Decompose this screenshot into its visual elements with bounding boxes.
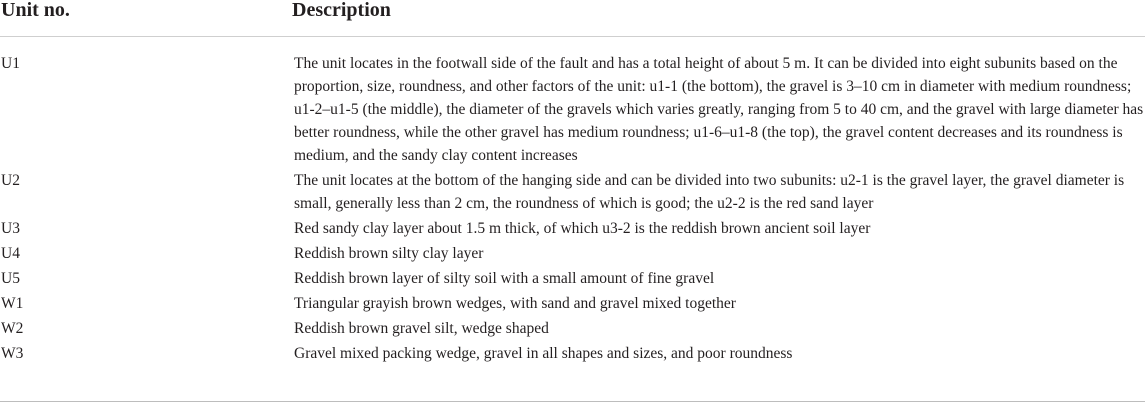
table-row xyxy=(0,317,1145,340)
table-row xyxy=(0,52,1145,167)
unit-cell: U3 xyxy=(1,220,20,237)
table-row xyxy=(0,242,1145,265)
table-header xyxy=(0,0,1145,37)
unit-cell: U1 xyxy=(1,55,20,72)
table-row xyxy=(0,217,1145,240)
description-cell: Gravel mixed packing wedge, gravel in all shapes and sizes, and poor roundness xyxy=(294,345,793,362)
description-cell: Reddish brown gravel silt, wedge shaped xyxy=(294,320,549,337)
table-row xyxy=(0,292,1145,315)
column-header-unit: Unit no. xyxy=(1,0,70,21)
table-row xyxy=(0,267,1145,290)
unit-cell: U2 xyxy=(1,172,20,189)
unit-cell: W1 xyxy=(1,295,24,312)
unit-cell: W3 xyxy=(1,345,24,362)
description-cell: Reddish brown silty clay layer xyxy=(294,245,484,262)
unit-cell: U4 xyxy=(1,245,20,262)
table-body xyxy=(0,52,1145,367)
description-cell: Reddish brown layer of silty soil with a small amount of fine gravel xyxy=(294,270,715,287)
table-bottom-rule xyxy=(0,401,1145,402)
table-row xyxy=(0,342,1145,365)
description-cell: Triangular grayish brown wedges, with sand and gravel mixed together xyxy=(294,295,736,312)
unit-cell: W2 xyxy=(1,320,24,337)
column-header-description: Description xyxy=(292,0,391,21)
unit-cell: U5 xyxy=(1,270,20,287)
description-cell: Red sandy clay layer about 1.5 m thick, of which u3-2 is the reddish brown ancient soil layer xyxy=(294,220,871,237)
description-cell: The unit locates in the footwall side of the fault and has a total height of about 5 m. It can be divided into eight subunits based on the proportion, size, roundness, and other factors of the unit: u1-1 (the bottom), the gravel is 3–10 cm in diameter with medium roundness; u1-2–u1-5 (the middle), the diameter of the gravels which varies greatly, ranging from 5 to 40 cm, and the gravel with large diameter has better roundness, while the other gravel has medium roundness; u1-6–u1-8 (the top), the gravel content decreases and its roundness is medium, and the sandy clay content increases xyxy=(294,55,1144,164)
table-row xyxy=(0,169,1145,215)
description-cell: The unit locates at the bottom of the hanging side and can be divided into two subunits: u2-1 is the gravel layer, the gravel diameter is small, generally less than 2 cm, the roundness of which is good; the u2-2 is the red sand layer xyxy=(294,172,1125,212)
